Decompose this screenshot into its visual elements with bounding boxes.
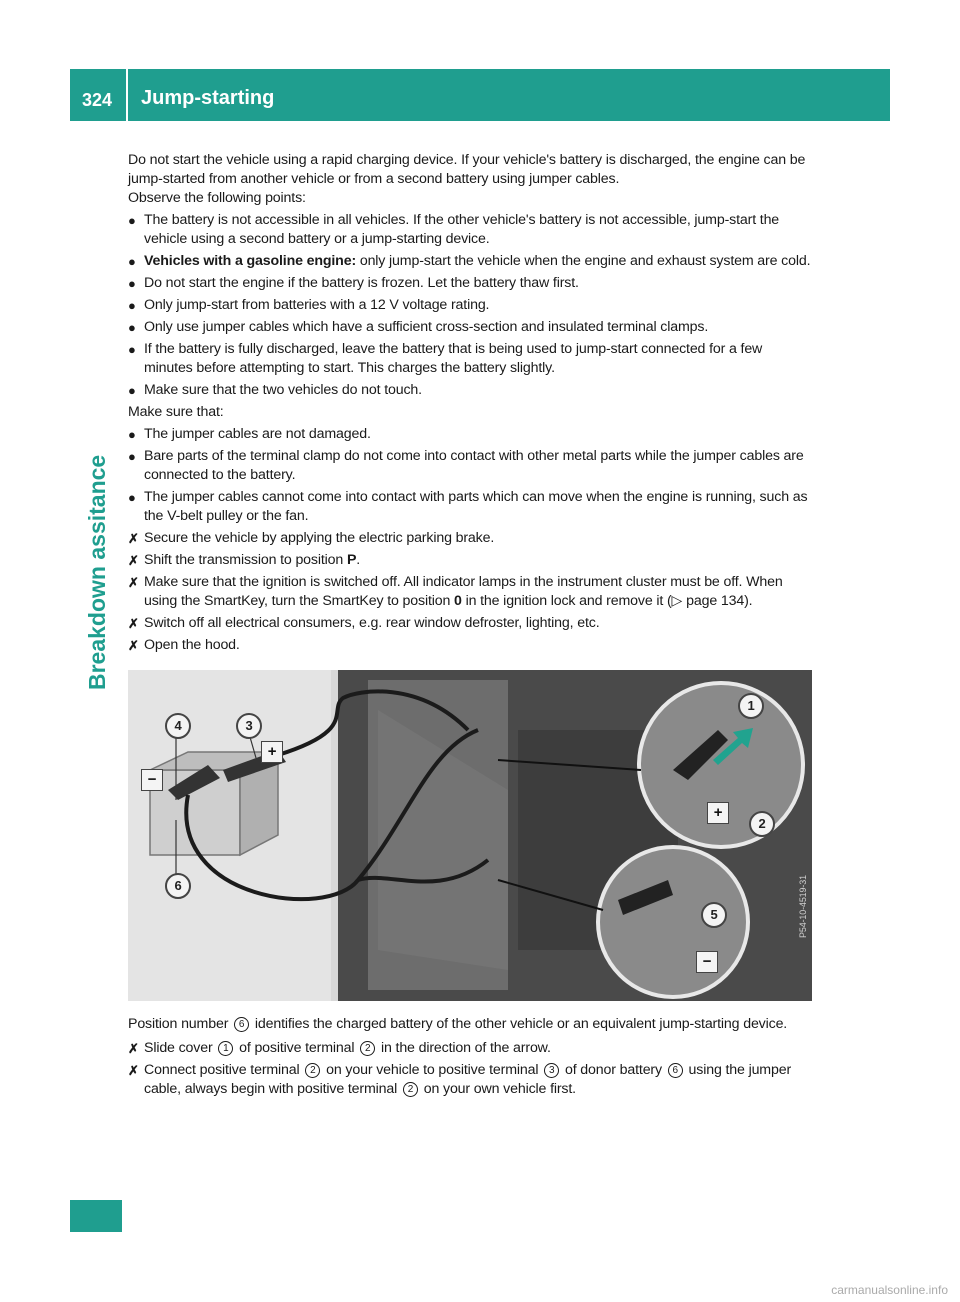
bullet-icon: ● (128, 254, 136, 269)
figure-code: P54-10-4519-31 (798, 875, 808, 938)
figure-caption: Position number 6 identifies the charged battery of the other vehicle or an equivalent jump-starting device. (128, 1016, 788, 1032)
jump-start-illustration (128, 670, 812, 1001)
plus-terminal-label: + (707, 802, 729, 824)
page-number: 324 (82, 90, 113, 110)
side-marker (70, 1200, 122, 1232)
side-tab-label: Breakdown assitance (84, 454, 110, 690)
bullet-icon: ● (128, 276, 136, 291)
number-1-icon: 1 (218, 1041, 233, 1056)
callout-2: 2 (749, 811, 775, 837)
step-arrow-icon: ✗ (128, 553, 139, 568)
bullet-icon: ● (128, 449, 136, 464)
callout-6: 6 (165, 873, 191, 899)
step-arrow-icon: ✗ (128, 616, 139, 631)
step-item: ✗ Shift the transmission to position P. (128, 552, 361, 568)
step-item: ✗ Open the hood. (128, 637, 240, 653)
number-3-icon: 3 (544, 1063, 559, 1078)
callout-5: 5 (701, 902, 727, 928)
list-item: ● If the battery is fully discharged, leave the battery that is being used to jump-start connected for a few minutes before attempting to start. This charges the battery slightly. (128, 341, 763, 376)
number-2-icon: 2 (305, 1063, 320, 1078)
number-6-icon: 6 (668, 1063, 683, 1078)
list-item: ● The jumper cables cannot come into contact with parts which can move when the engine is running, such as the V-belt pulley or the fan. (128, 489, 808, 524)
bullet-icon: ● (128, 490, 136, 505)
list-item: ● Do not start the engine if the battery is frozen. Let the battery thaw first. (128, 275, 579, 291)
chapter-title: Jump-starting (141, 87, 275, 109)
list-item: ● Only jump-start from batteries with a 12 V voltage rating. (128, 297, 490, 313)
number-6-icon: 6 (234, 1017, 249, 1032)
bullet-icon: ● (128, 383, 136, 398)
list-item: ● Make sure that the two vehicles do not touch. (128, 382, 422, 398)
number-2-icon: 2 (360, 1041, 375, 1056)
step-item: ✗ Connect positive terminal 2 on your vehicle to positive terminal 3 of donor battery 6 using the jumper cable, always begin with positive terminal 2 on your own vehicle first. (128, 1062, 792, 1097)
page-reference-link[interactable]: ▷ page 134 (671, 593, 745, 609)
step-arrow-icon: ✗ (128, 575, 139, 590)
list-item: ● The jumper cables are not damaged. (128, 426, 371, 442)
side-tab (84, 454, 114, 720)
step-arrow-icon: ✗ (128, 1041, 139, 1056)
step-item: ✗ Make sure that the ignition is switched off. All indicator lamps in the instrument cluster must be off. When using the SmartKey, turn the SmartKey to position 0 in the ignition lock and remove it (▷ page 134). (128, 574, 783, 609)
list-item: ● Only use jumper cables which have a sufficient cross-section and insulated terminal clamps. (128, 319, 709, 335)
plus-terminal-label: + (261, 741, 283, 763)
observe-label: Observe the following points: (128, 190, 306, 206)
list-item: ● Bare parts of the terminal clamp do not come into contact with other metal parts while the jumper cables are connected to the battery. (128, 448, 804, 483)
callout-1: 1 (738, 693, 764, 719)
minus-terminal-label: − (696, 951, 718, 973)
bullet-icon: ● (128, 342, 136, 357)
step-arrow-icon: ✗ (128, 531, 139, 546)
list-item: ● The battery is not accessible in all vehicles. If the other vehicle's battery is not accessible, jump-start the vehicle using a second battery or a jump-starting device. (128, 212, 780, 247)
page-content (128, 151, 812, 1099)
step-item: ✗ Secure the vehicle by applying the electric parking brake. (128, 530, 495, 546)
callout-4: 4 (165, 713, 191, 739)
watermark: carmanualsonline.info (831, 1283, 948, 1297)
minus-terminal-label: − (141, 769, 163, 791)
bullet-icon: ● (128, 427, 136, 442)
intro-paragraph: Do not start the vehicle using a rapid charging device. If your vehicle's battery is discharged, the engine can be jump-started from another vehicle or from a second battery using jumper cables. (128, 152, 806, 187)
make-sure-heading: Make sure that: (128, 404, 224, 420)
callout-3: 3 (236, 713, 262, 739)
header-divider (126, 69, 128, 121)
bullet-icon: ● (128, 213, 136, 228)
step-item: ✗ Switch off all electrical consumers, e.g. rear window defroster, lighting, etc. (128, 615, 600, 631)
bullet-icon: ● (128, 320, 136, 335)
bullet-icon: ● (128, 298, 136, 313)
step-arrow-icon: ✗ (128, 638, 139, 653)
step-arrow-icon: ✗ (128, 1063, 139, 1078)
number-2-icon: 2 (403, 1082, 418, 1097)
step-item: ✗ Slide cover 1 of positive terminal 2 in the direction of the arrow. (128, 1040, 551, 1056)
list-item: ● Vehicles with a gasoline engine: only jump-start the vehicle when the engine and exhaust system are cold. (128, 253, 811, 269)
